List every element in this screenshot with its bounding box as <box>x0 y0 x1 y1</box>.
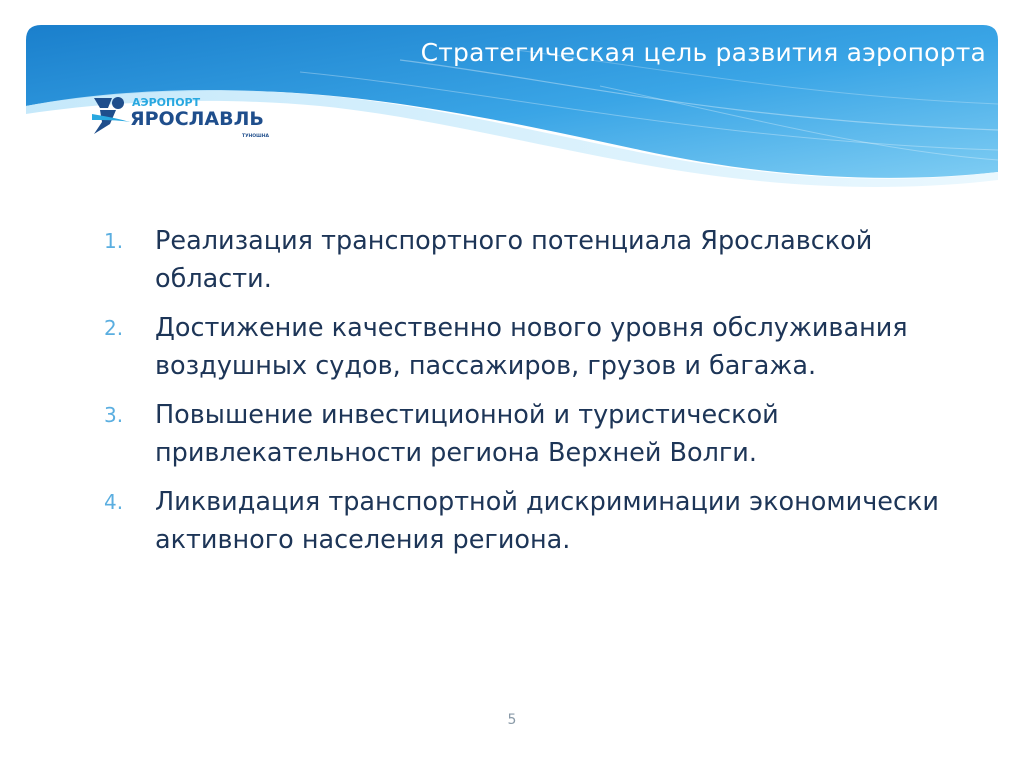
slide-title: Стратегическая цель развития аэропорта <box>420 38 986 67</box>
goal-item <box>104 222 964 298</box>
goal-text: Достижение качественно нового уровня обслуживания воздушных судов, пассажиров, грузов и багажа. <box>155 313 908 381</box>
goal-text: Ликвидация транспортной дискриминации экономически активного населения региона. <box>155 487 939 555</box>
goal-text: Реализация транспортного потенциала Ярославской области. <box>155 226 873 294</box>
goal-number: 3. <box>104 403 124 427</box>
goal-number: 2. <box>104 316 124 340</box>
logo-wordmark <box>130 92 270 142</box>
page-number: 5 <box>507 712 517 728</box>
goal-number: 1. <box>104 229 124 253</box>
logo-emblem-icon <box>90 94 132 138</box>
svg-text:АЭРОПОРТ: АЭРОПОРТ <box>132 96 201 109</box>
goal-item <box>104 483 964 559</box>
svg-text:ЯРОСЛАВЛЬ: ЯРОСЛАВЛЬ <box>130 108 264 130</box>
goal-item <box>104 396 964 472</box>
goal-number: 4. <box>104 490 124 514</box>
goal-text: Повышение инвестиционной и туристической привлекательности региона Верхней Волги. <box>155 400 779 468</box>
airport-logo <box>90 92 270 142</box>
svg-text:ТУНОШНА: ТУНОШНА <box>242 134 269 139</box>
goals-list <box>104 222 964 559</box>
goal-item <box>104 309 964 385</box>
goals-content <box>104 222 964 570</box>
